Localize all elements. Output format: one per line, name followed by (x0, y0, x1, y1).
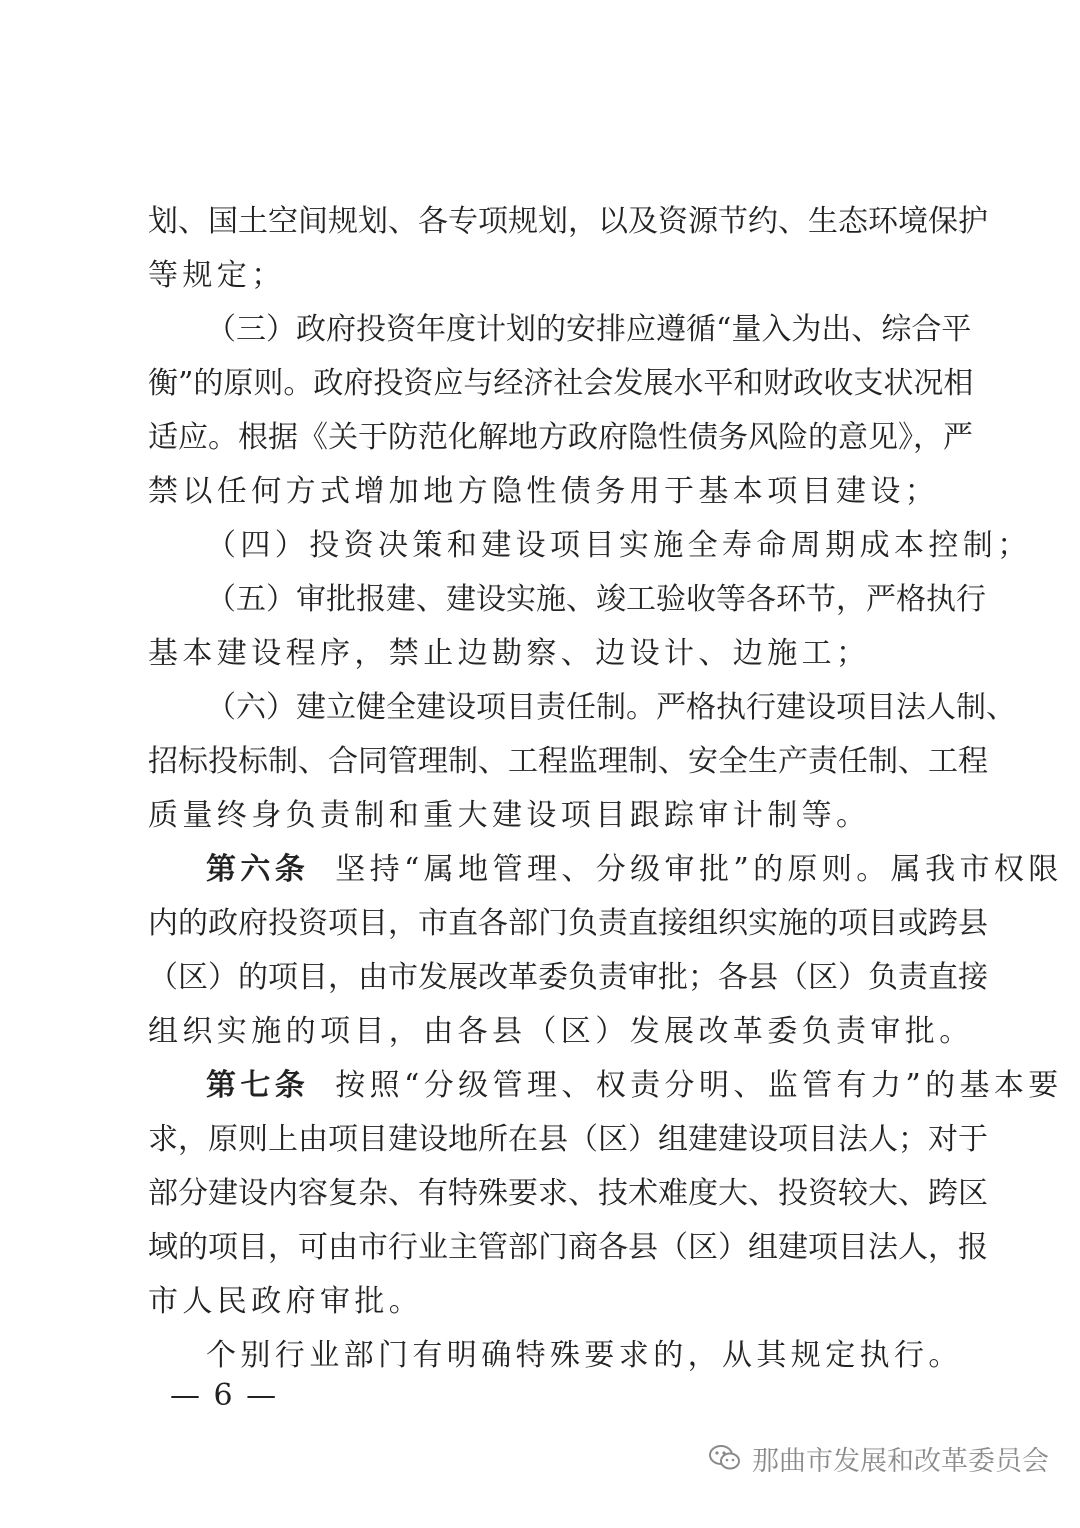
text-line: 划、国土空间规划、各专项规划，以及资源节约、生态环境保护 (148, 204, 988, 239)
text-line: 域的项目，可由市行业主管部门商各县（区）组建项目法人，报 (148, 1230, 988, 1265)
text-line: （六）建立健全建设项目责任制。严格执行建设项目法人制、 (206, 690, 1016, 725)
article-7-text: 按照“分级管理、权责分明、监管有力”的基本要 (335, 1068, 1063, 1103)
text-line: 适应。根据《关于防范化解地方政府隐性债务风险的意见》，严 (148, 420, 973, 455)
text-line: 质量终身负责制和重大建设项目跟踪审计制等。 (148, 798, 871, 833)
text-line: 基本建设程序，禁止边勘察、边设计、边施工； (148, 636, 871, 671)
text-line: 市人民政府审批。 (148, 1284, 424, 1319)
article-6-text: 坚持“属地管理、分级审批”的原则。属我市权限 (335, 852, 1063, 887)
article-7-line (206, 1066, 1063, 1106)
text-line: 内的政府投资项目，市直各部门负责直接组织实施的项目或跨县 (148, 906, 988, 941)
text-line: 求，原则上由项目建设地所在县（区）组建建设项目法人；对于 (148, 1122, 988, 1157)
text-line: （四）投资决策和建设项目实施全寿命周期成本控制； (206, 528, 1032, 563)
page-number: — 6 — (170, 1378, 279, 1413)
wechat-icon (708, 1441, 742, 1475)
watermark (708, 1438, 1049, 1478)
text-line: （五）审批报建、建设实施、竣工验收等各环节，严格执行 (206, 582, 986, 617)
watermark-text: 那曲市发展和改革委员会 (752, 1445, 1049, 1477)
text-line: 衡”的原则。政府投资应与经济社会发展水平和财政收支状况相 (148, 366, 974, 401)
text-line: （三）政府投资年度计划的安排应遵循“量入为出、综合平 (206, 312, 972, 347)
article-7-title: 第七条 (206, 1068, 310, 1103)
text-line: 部分建设内容复杂、有特殊要求、技术难度大、投资较大、跨区 (148, 1176, 988, 1211)
text-line: 等规定； (148, 258, 286, 293)
text-line: 禁以任何方式增加地方隐性债务用于基本项目建设； (148, 474, 940, 509)
text-line: 个别行业部门有明确特殊要求的，从其规定执行。 (206, 1338, 963, 1373)
text-line: 招标投标制、合同管理制、工程监理制、安全生产责任制、工程 (148, 744, 988, 779)
text-line: 组织实施的项目，由各县（区）发展改革委负责审批。 (148, 1014, 974, 1049)
article-6-line (206, 850, 1063, 890)
text-line: （区）的项目，由市发展改革委负责审批；各县（区）负责直接 (148, 960, 988, 995)
article-6-title: 第六条 (206, 852, 310, 887)
